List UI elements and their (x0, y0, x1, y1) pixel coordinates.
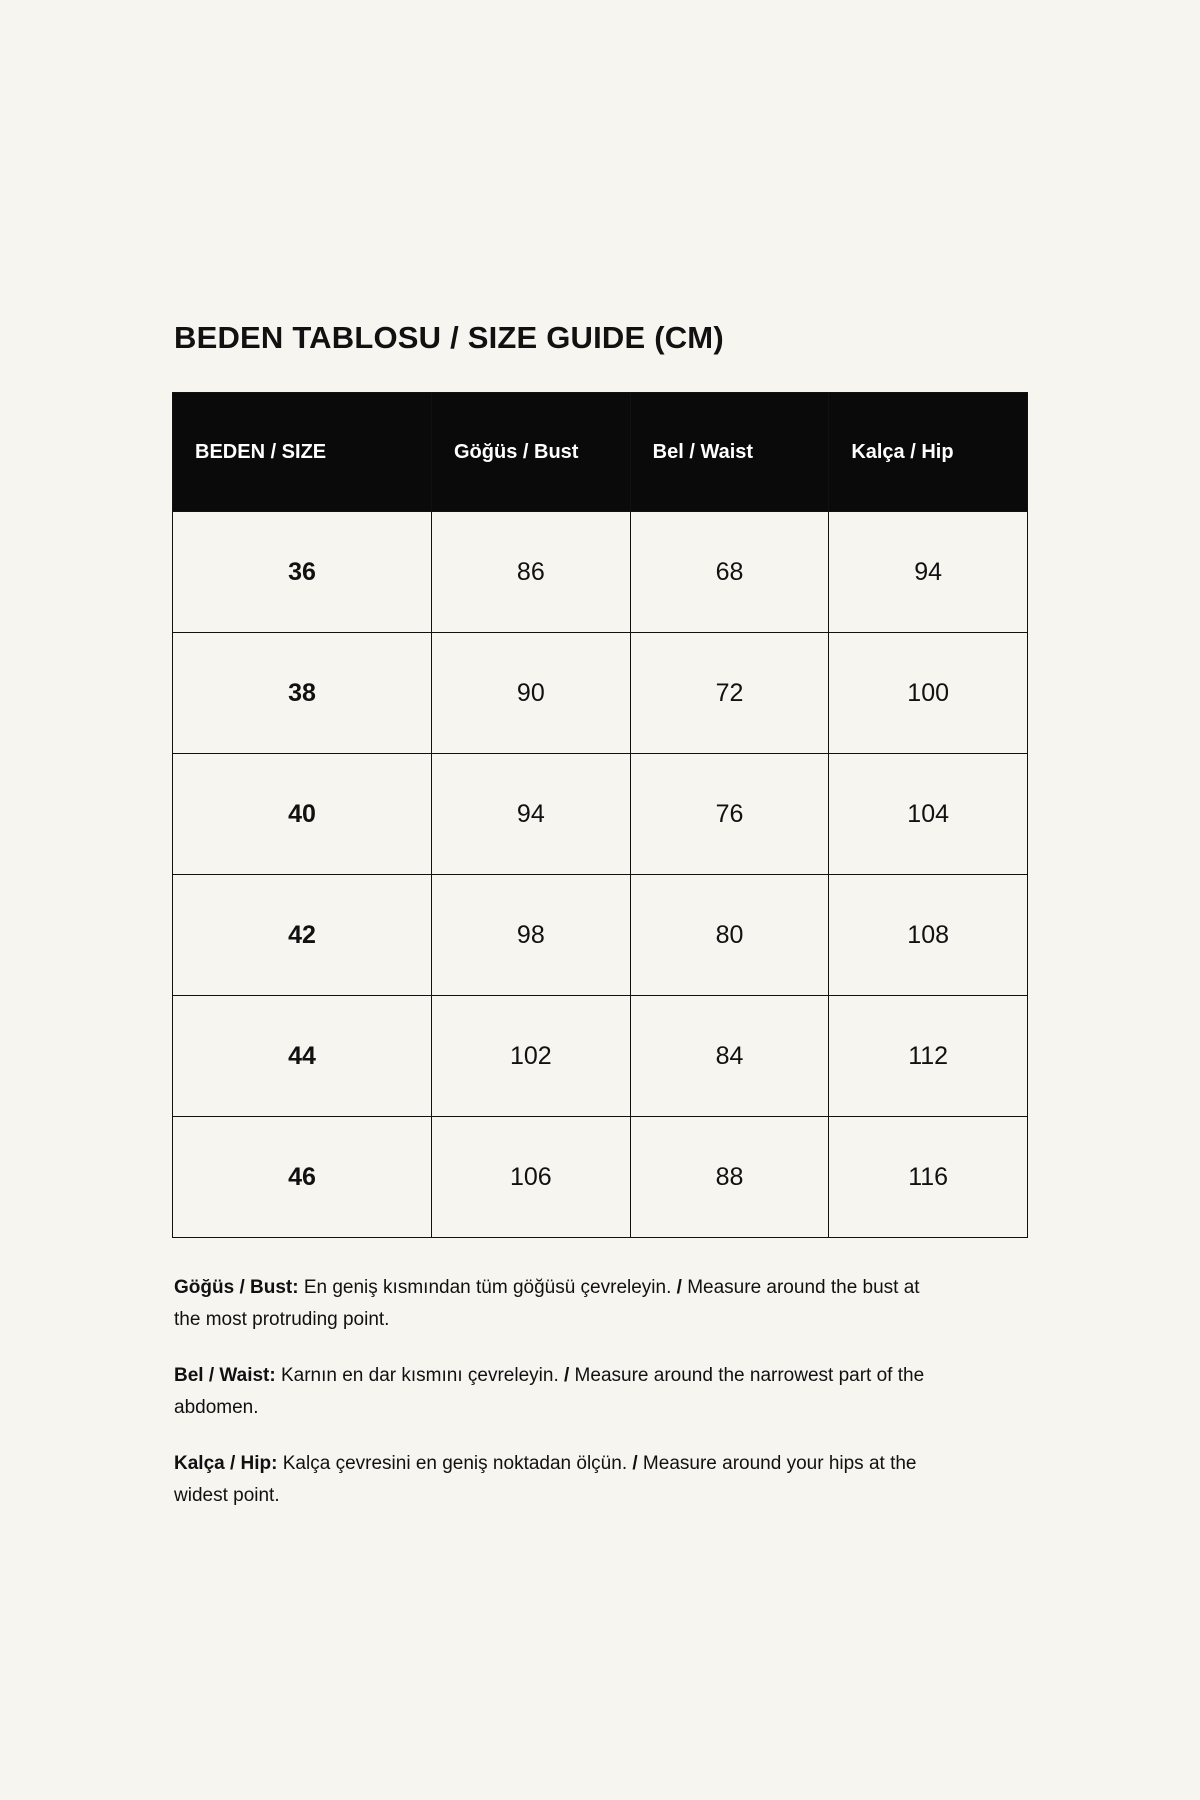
note-hip-separator: / (632, 1452, 638, 1474)
cell-waist: 84 (630, 996, 829, 1117)
note-bust-text-en: Measure around the bust at the most protruding point. (174, 1277, 920, 1330)
cell-hip: 112 (829, 996, 1028, 1117)
measurement-notes (174, 1272, 934, 1511)
cell-bust: 94 (432, 754, 631, 875)
size-guide-container (172, 320, 1028, 1511)
note-bust (174, 1272, 934, 1336)
table-body (173, 512, 1028, 1238)
table-row (173, 512, 1028, 633)
cell-waist: 72 (630, 633, 829, 754)
note-bust-label: Göğüs / Bust: (174, 1277, 299, 1298)
cell-bust: 90 (432, 633, 631, 754)
note-bust-text-tr: En geniş kısmından tüm göğüsü çevreleyin. (298, 1277, 677, 1298)
cell-waist: 88 (630, 1117, 829, 1238)
column-header-bust: Göğüs / Bust (432, 393, 631, 512)
table-row (173, 754, 1028, 875)
note-hip (174, 1448, 934, 1512)
cell-bust: 102 (432, 996, 631, 1117)
cell-hip: 94 (829, 512, 1028, 633)
note-bust-separator: / (676, 1277, 682, 1298)
table-row (173, 633, 1028, 754)
column-header-hip: Kalça / Hip (829, 393, 1028, 512)
cell-waist: 80 (630, 875, 829, 996)
cell-size: 42 (173, 875, 432, 996)
table-row (173, 1117, 1028, 1238)
cell-size: 44 (173, 996, 432, 1117)
cell-bust: 98 (432, 875, 631, 996)
cell-hip: 116 (829, 1117, 1028, 1238)
cell-size: 36 (173, 512, 432, 633)
table-header-row (173, 393, 1028, 512)
column-header-size: BEDEN / SIZE (173, 393, 432, 512)
note-hip-text-en: Measure around your hips at the widest point. (174, 1452, 917, 1506)
cell-hip: 100 (829, 633, 1028, 754)
table-row (173, 996, 1028, 1117)
table-header (173, 393, 1028, 512)
note-hip-text-tr: Kalça çevresini en geniş noktadan ölçün. (277, 1452, 633, 1474)
note-waist-separator: / (564, 1364, 570, 1386)
cell-size: 40 (173, 754, 432, 875)
note-hip-label: Kalça / Hip: (174, 1452, 278, 1474)
size-guide-table (172, 392, 1028, 1238)
note-waist-text-en: Measure around the narrowest part of the abdomen. (174, 1364, 925, 1418)
cell-bust: 106 (432, 1117, 631, 1238)
cell-waist: 76 (630, 754, 829, 875)
cell-size: 38 (173, 633, 432, 754)
cell-bust: 86 (432, 512, 631, 633)
table-row (173, 875, 1028, 996)
note-waist-text-tr: Karnın en dar kısmını çevreleyin. (275, 1364, 564, 1386)
page-title: BEDEN TABLOSU / SIZE GUIDE (CM) (174, 320, 724, 355)
note-waist (174, 1360, 934, 1424)
note-waist-label: Bel / Waist: (174, 1364, 276, 1386)
cell-waist: 68 (630, 512, 829, 633)
cell-hip: 108 (829, 875, 1028, 996)
column-header-waist: Bel / Waist (630, 393, 829, 512)
cell-hip: 104 (829, 754, 1028, 875)
cell-size: 46 (173, 1117, 432, 1238)
